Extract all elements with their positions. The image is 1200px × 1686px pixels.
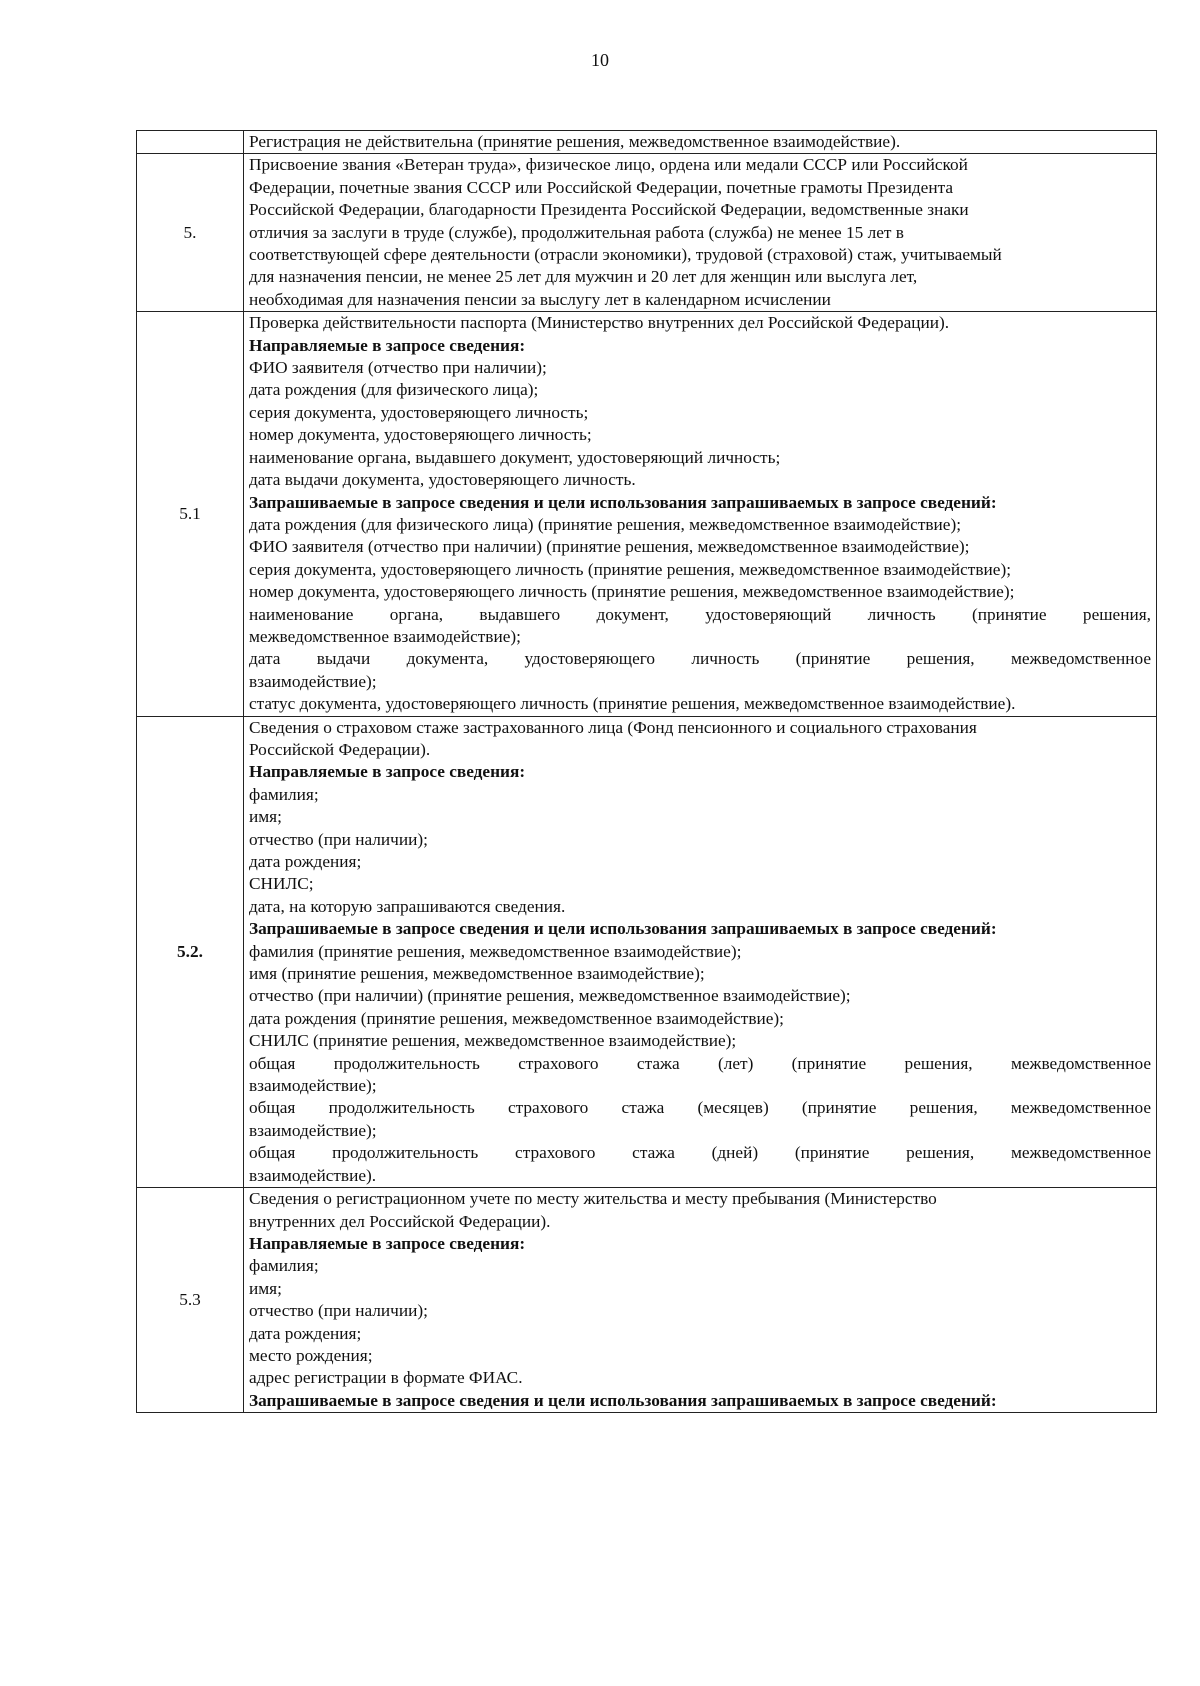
text-line: СНИЛС (принятие решения, межведомственное взаимодействие);	[249, 1031, 737, 1051]
text-line: серия документа, удостоверяющего личность;	[249, 402, 589, 422]
text-line: ФИО заявителя (отчество при наличии) (принятие решения, межведомственное взаимодействие);	[249, 537, 970, 557]
text-line: номер документа, удостоверяющего личность (принятие решения, межведомственное взаимодействие);	[249, 582, 1015, 602]
text-line: ФИО заявителя (отчество при наличии);	[249, 358, 547, 378]
row-content-cell	[244, 716, 1157, 1188]
text-line: дата рождения (для физического лица) (принятие решения, межведомственное взаимодействие);	[249, 514, 962, 534]
text-line: фамилия;	[249, 784, 319, 804]
text-line: отчество (при наличии);	[249, 1301, 428, 1321]
text-line: фамилия (принятие решения, межведомственное взаимодействие);	[249, 941, 742, 961]
text-line: общая продолжительность страхового стажа (дней) (принятие решения, межведомственное	[249, 1143, 1151, 1163]
text-line: взаимодействие);	[249, 671, 377, 691]
text-line: Присвоение звания «Ветеран труда», физическое лицо, ордена или медали СССР или Российской	[249, 155, 968, 175]
text-line: общая продолжительность страхового стажа (месяцев) (принятие решения, межведомственное	[249, 1098, 1151, 1118]
section-heading-line: Запрашиваемые в запросе сведения и цели использования запрашиваемых в запросе сведений:	[249, 492, 997, 512]
page-number: 10	[591, 50, 609, 70]
text-line: Проверка действительности паспорта (Министерство внутренних дел Российской Федерации).	[249, 313, 950, 333]
text-line: соответствующей сфере деятельности (отрасли экономики), трудовой (страховой) стаж, учитываемый	[249, 245, 1002, 265]
text-line: дата рождения (для физического лица);	[249, 380, 539, 400]
row-number-cell: 5.2.	[137, 716, 244, 1188]
text-line: имя (принятие решения, межведомственное взаимодействие);	[249, 964, 705, 984]
text-line: Сведения о регистрационном учете по месту жительства и месту пребывания (Министерство	[249, 1189, 937, 1209]
text-line: серия документа, удостоверяющего личность (принятие решения, межведомственное взаимодействие);	[249, 559, 1011, 579]
text-line: дата рождения;	[249, 1323, 362, 1343]
text-line: наименование органа, выдавшего документ, удостоверяющий личность;	[249, 447, 781, 467]
table-row	[137, 131, 1157, 154]
text-line: общая продолжительность страхового стажа (лет) (принятие решения, межведомственное	[249, 1053, 1151, 1073]
text-line: отчество (при наличии) (принятие решения, межведомственное взаимодействие);	[249, 986, 851, 1006]
table-row	[137, 1188, 1157, 1413]
row-number-cell: 5.1	[137, 312, 244, 716]
row-content-cell	[244, 131, 1157, 154]
table-row	[137, 154, 1157, 312]
text-line: Сведения о страховом стаже застрахованного лица (Фонд пенсионного и социального страхования	[249, 717, 977, 737]
table-body	[137, 131, 1157, 1413]
text-line: Регистрация не действительна (принятие решения, межведомственное взаимодействие).	[249, 132, 901, 151]
row-content-cell	[244, 1188, 1157, 1413]
text-line: статус документа, удостоверяющего личность (принятие решения, межведомственное взаимодействие).	[249, 694, 1016, 714]
section-heading-line: Запрашиваемые в запросе сведения и цели использования запрашиваемых в запросе сведений:	[249, 919, 997, 939]
data-sources-table	[136, 130, 1157, 1413]
text-line: взаимодействие);	[249, 1076, 377, 1096]
text-line: СНИЛС;	[249, 874, 314, 894]
text-line: наименование органа, выдавшего документ, удостоверяющий личность (принятие решения,	[249, 604, 1151, 624]
text-line: дата рождения;	[249, 852, 362, 871]
text-line: Российской Федерации).	[249, 739, 431, 759]
text-line: адрес регистрации в формате ФИАС.	[249, 1368, 523, 1388]
text-line: внутренних дел Российской Федерации).	[249, 1211, 551, 1231]
row-content-cell	[244, 312, 1157, 716]
text-line: номер документа, удостоверяющего личность;	[249, 425, 592, 445]
row-number-cell: 5.3	[137, 1188, 244, 1413]
text-line: место рождения;	[249, 1345, 373, 1365]
text-line: для назначения пенсии, не менее 25 лет для мужчин и 20 лет для женщин или выслуга лет,	[249, 267, 918, 287]
text-line: взаимодействие).	[249, 1165, 377, 1185]
text-line: дата выдачи документа, удостоверяющего личность.	[249, 470, 636, 490]
row-content-cell	[244, 154, 1157, 312]
text-line: необходимая для назначения пенсии за выслугу лет в календарном исчислении	[249, 289, 831, 309]
text-line: межведомственное взаимодействие);	[249, 626, 521, 646]
text-line: дата рождения (принятие решения, межведомственное взаимодействие);	[249, 1008, 784, 1028]
text-line: фамилия;	[249, 1256, 319, 1276]
row-number-cell	[137, 131, 244, 154]
table-row	[137, 312, 1157, 716]
section-heading-line: Направляемые в запросе сведения:	[249, 335, 526, 355]
section-heading-line: Направляемые в запросе сведения:	[249, 762, 526, 782]
text-line: отличия за заслуги в труде (службе), продолжительная работа (служба) не менее 15 лет в	[249, 222, 904, 242]
table-row	[137, 716, 1157, 1188]
text-line: взаимодействие);	[249, 1120, 377, 1140]
section-heading-line: Направляемые в запросе сведения:	[249, 1233, 526, 1253]
text-line: дата выдачи документа, удостоверяющего личность (принятие решения, межведомственное	[249, 649, 1151, 669]
text-line: отчество (при наличии);	[249, 829, 428, 849]
text-line: дата, на которую запрашиваются сведения.	[249, 896, 566, 916]
text-line: Федерации, почетные звания СССР или Российской Федерации, почетные грамоты Президента	[249, 177, 953, 197]
section-heading-line: Запрашиваемые в запросе сведения и цели использования запрашиваемых в запросе сведений:	[249, 1390, 997, 1410]
text-line: имя;	[249, 1278, 282, 1298]
text-line: имя;	[249, 807, 282, 827]
row-number-cell: 5.	[137, 154, 244, 312]
text-line: Российской Федерации, благодарности Президента Российской Федерации, ведомственные знаки	[249, 200, 969, 220]
